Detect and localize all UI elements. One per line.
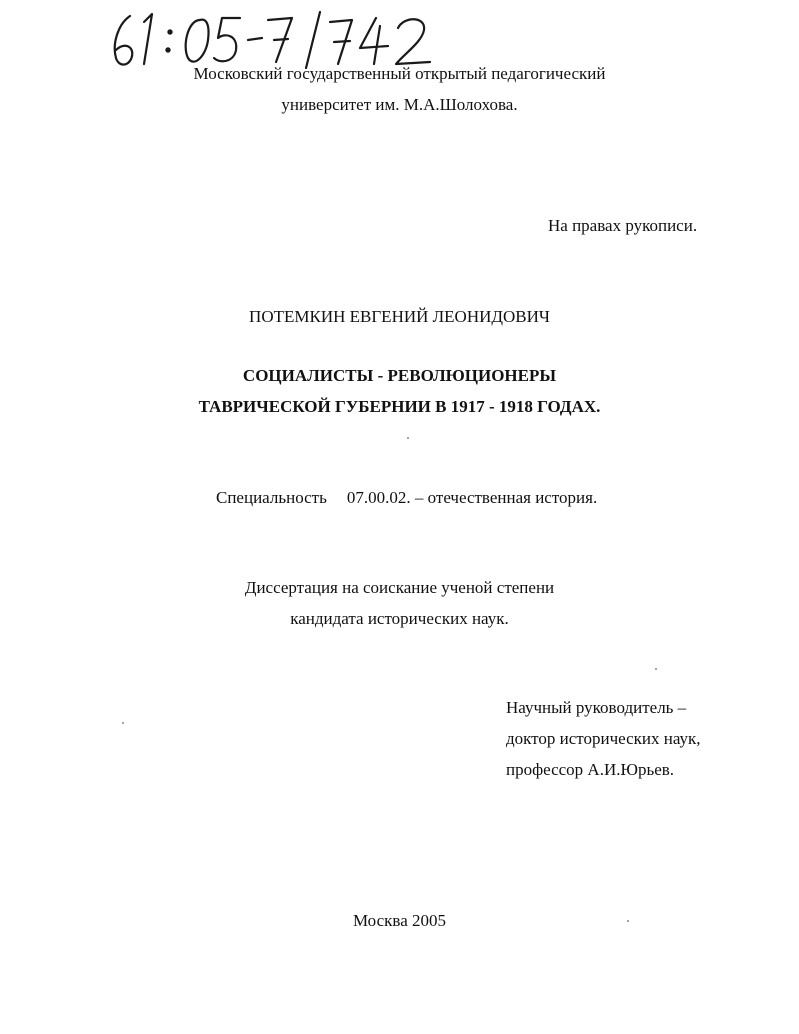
specialty [216, 488, 597, 508]
scan-speck [122, 722, 124, 724]
place-year: Москва 2005 [352, 911, 447, 930]
institution-line-1: Московский государственный открытый педагогический [193, 64, 606, 83]
scan-speck [655, 668, 657, 670]
author-name: ПОТЕМКИН ЕВГЕНИЙ ЛЕОНИДОВИЧ [249, 307, 550, 326]
degree-line-2: кандидата исторических наук. [290, 609, 509, 628]
handwritten-archive-code [108, 6, 448, 72]
scan-speck [627, 920, 629, 922]
supervisor-line-2: доктор исторических наук, [506, 729, 701, 748]
dissertation-title-line-2: ТАВРИЧЕСКОЙ ГУБЕРНИИ В 1917 - 1918 ГОДАХ. [198, 397, 601, 416]
specialty-label: Специальность [216, 488, 327, 507]
dissertation-title-line-1: СОЦИАЛИСТЫ - РЕВОЛЮЦИОНЕРЫ [242, 366, 557, 385]
supervisor-line-1: Научный руководитель – [506, 698, 687, 717]
supervisor-line-3: профессор А.И.Юрьев. [506, 760, 675, 779]
specialty-value: 07.00.02. – отечественная история. [346, 488, 598, 507]
scan-speck [407, 437, 409, 439]
degree-line-1: Диссертация на соискание ученой степени [244, 578, 555, 597]
manuscript-note: На правах рукописи. [548, 216, 698, 235]
institution-line-2: университет им. М.А.Шолохова. [281, 95, 518, 114]
